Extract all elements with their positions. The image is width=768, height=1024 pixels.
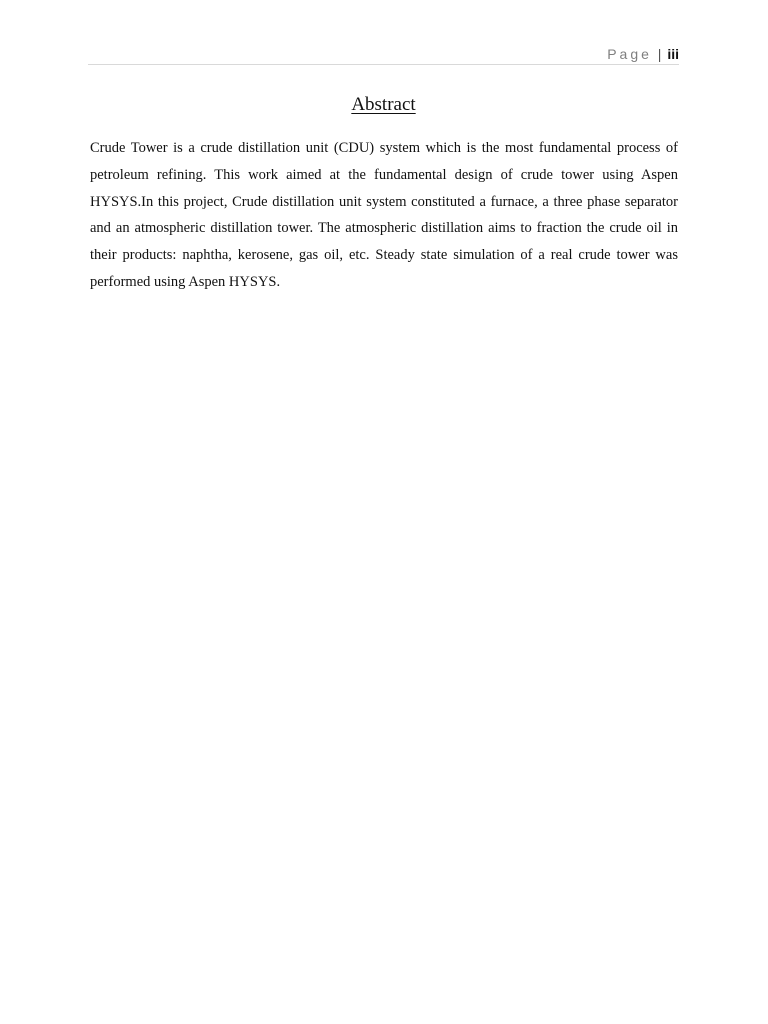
abstract-line: their products: naphtha, kerosene, gas oil, etc. Steady state simulation of a real crude tower was (90, 247, 678, 264)
abstract-line: petroleum refining. This work aimed at the fundamental design of crude tower using Aspen (90, 166, 678, 183)
page-number: iii (667, 46, 679, 62)
abstract-line: Crude Tower is a crude distillation unit (CDU) system which is the most fundamental process of (90, 140, 678, 156)
abstract-paragraph (90, 135, 678, 296)
page-label: Page (607, 46, 652, 62)
page-separator: | (657, 46, 662, 62)
header-divider (88, 64, 679, 65)
abstract-line: and an atmospheric distillation tower. The atmospheric distillation aims to fraction the crude oil in (90, 220, 678, 237)
abstract-line: performed using Aspen HYSYS. (90, 273, 281, 290)
abstract-line: HYSYS.In this project, Crude distillation unit system constituted a furnace, a three phase separator (90, 193, 678, 210)
abstract-heading: Abstract (351, 94, 416, 115)
page-header (88, 44, 679, 64)
